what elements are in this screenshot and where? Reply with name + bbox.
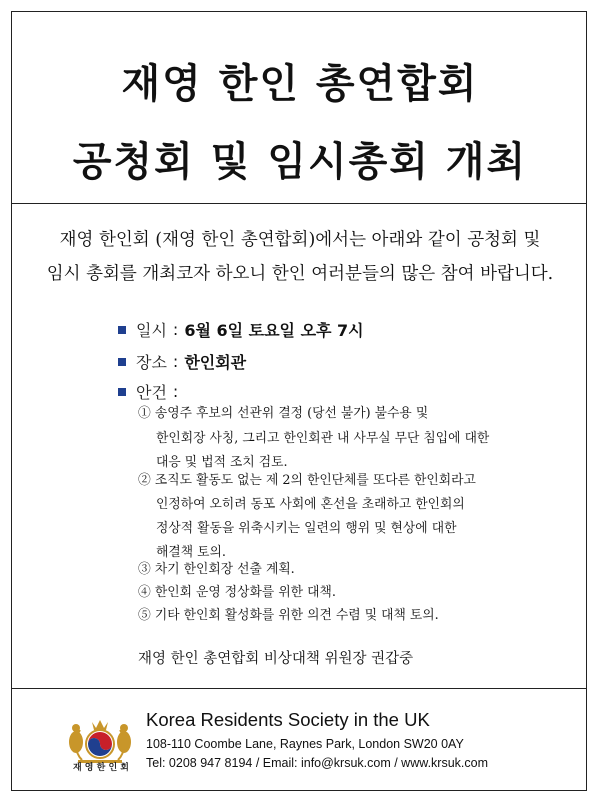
intro-line-1: 재영 한인회 (재영 한인 총연합회)에서는 아래와 같이 공청회 및	[59, 230, 541, 250]
place-value: 한인회관	[184, 353, 247, 372]
agenda-colon: :	[172, 382, 179, 401]
agenda-line: ⑤ 기타 한인회 활성화를 위한 의견 수렴 및 대책 토의.	[138, 608, 439, 623]
organization-address: 108-110 Coombe Lane, Raynes Park, London SW20 0AY	[146, 737, 464, 751]
agenda-line: 대응 및 법적 조치 검토.	[156, 455, 288, 470]
place-label: 장소	[136, 353, 167, 372]
agenda-line: 인정하여 오히려 동포 사회에 혼선을 초래하고 한인회의	[156, 497, 465, 512]
intro-line-2: 임시 총회를 개최코자 하오니 한인 여러분들의 많은 참여 바랍니다.	[46, 264, 554, 284]
agenda-line: 한인회장 사칭, 그리고 한인회관 내 사무실 무단 침입에 대한	[156, 431, 490, 446]
title-divider	[11, 203, 587, 204]
date-label: 일시	[136, 321, 167, 340]
agenda-line: 해결책 토의.	[156, 545, 226, 560]
organization-contact: Tel: 0208 947 8194 / Email: info@krsuk.com / www.krsuk.com	[146, 756, 488, 770]
place-colon: :	[172, 352, 179, 371]
footer-divider	[11, 688, 587, 689]
organization-name: Korea Residents Society in the UK	[146, 709, 430, 730]
date-value: 6월 6일 토요일 오후 7시	[184, 321, 364, 340]
agenda-line: ② 조직도 활동도 없는 제 2의 한인단체를 또다른 한인회라고	[138, 473, 476, 488]
agenda-line: 정상적 활동을 위축시키는 일련의 행위 및 현상에 대한	[156, 521, 457, 536]
notice-frame	[11, 11, 587, 791]
agenda-line: ③ 차기 한인회장 선출 계획.	[138, 562, 295, 577]
square-bullet-icon	[118, 388, 126, 396]
place-item	[118, 350, 246, 373]
agenda-line: ① 송영주 후보의 선관위 결정 (당선 불가) 불수용 및	[138, 406, 429, 421]
date-colon: :	[172, 320, 179, 339]
square-bullet-icon	[118, 358, 126, 366]
agenda-line: ④ 한인회 운영 정상화를 위한 대책.	[138, 585, 336, 600]
agenda-label: 안건	[136, 383, 167, 402]
date-item	[118, 318, 364, 341]
logo-caption: 재 영 한 인 회	[72, 763, 129, 773]
title-line-2: 공청회 및 임시총회 개최	[72, 139, 528, 185]
square-bullet-icon	[118, 326, 126, 334]
title-line-1: 재영 한인 총연합회	[121, 61, 479, 107]
signature: 재영 한인 총연합회 비상대책 위원장 권갑중	[138, 651, 414, 667]
agenda-item	[118, 380, 184, 403]
